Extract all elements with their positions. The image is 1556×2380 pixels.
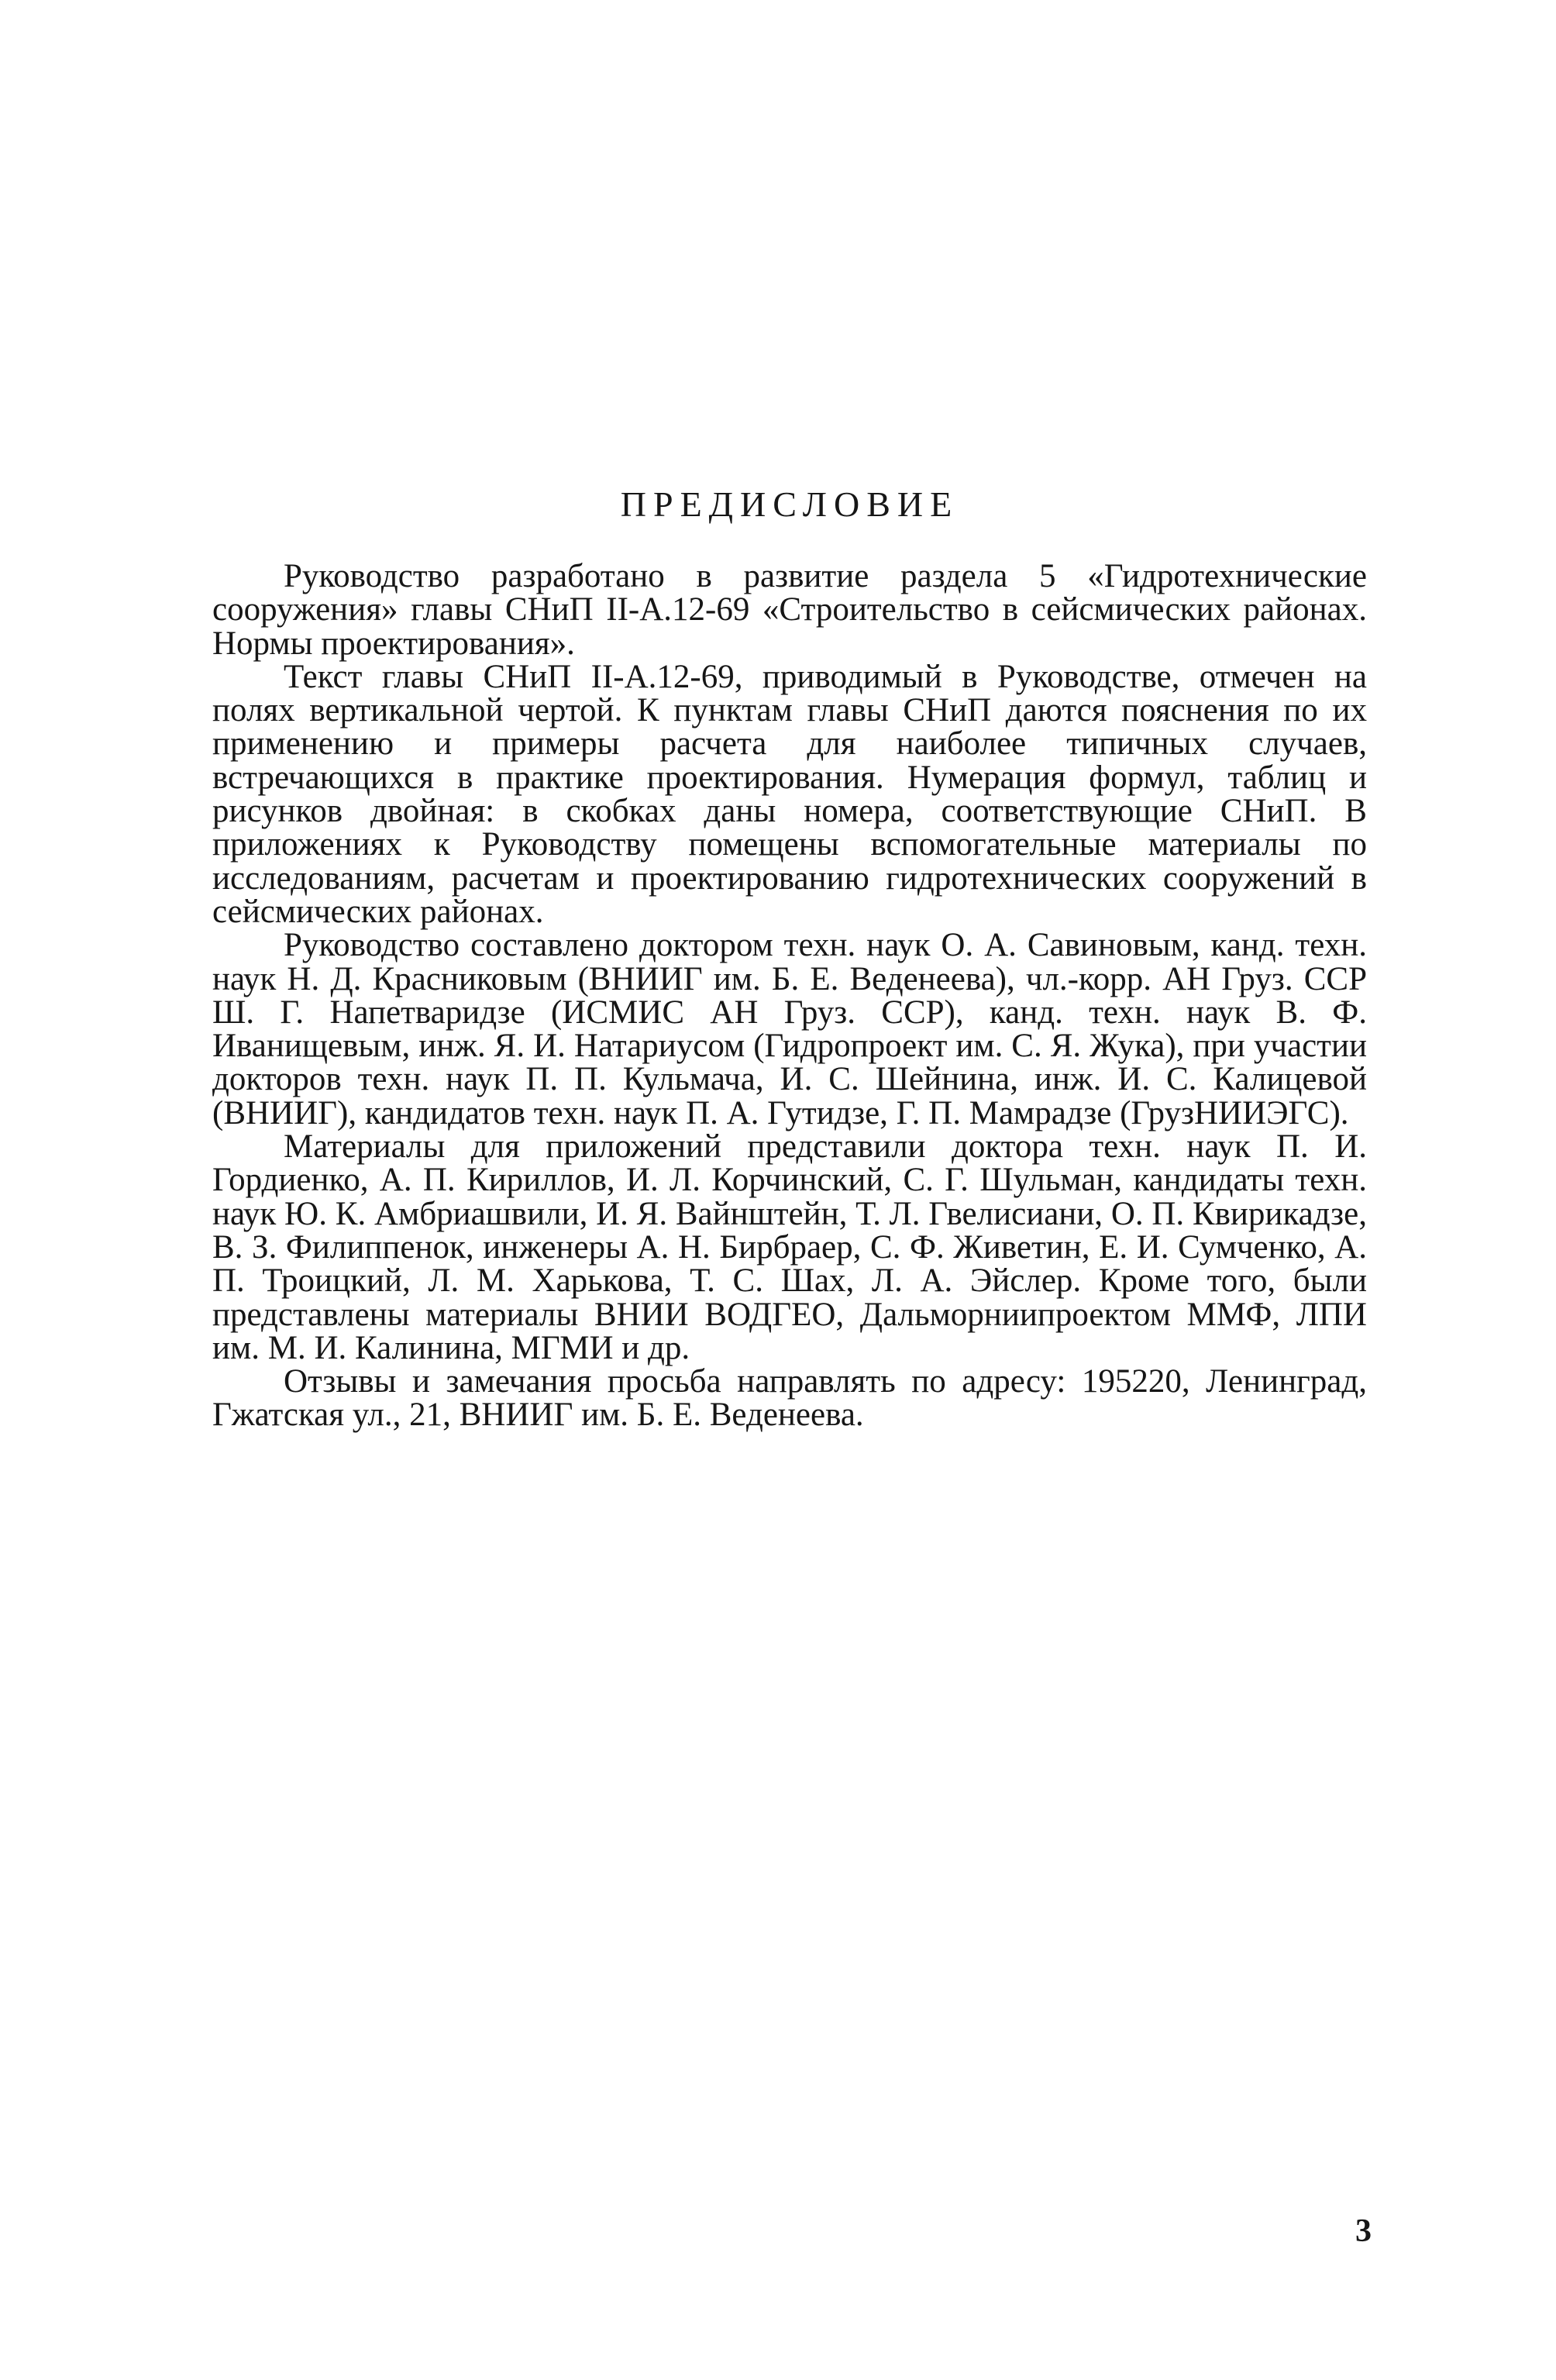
page-number: 3 [1355,2213,1372,2249]
paragraph-purpose: Руководство разработано в развитие раздела 5 «Гидротехнические сооружения» главы СНиП II-А.12-69 «Строительство в сейсмических районах. Нормы проектирования». [212,558,1367,662]
paragraph-authors: Руководство составлено доктором техн. наук О. А. Савиновым, канд. техн. наук Н. Д. Красниковым (ВНИИГ им. Б. Е. Веденеева), чл.-корр. АН Груз. ССР Ш. Г. Напетваридзе (ИСМИС АН Груз. ССР), канд. техн. наук В. Ф. Иванищевым, инж. Я. И. Натариусом (Гидропроект им. С. Я. Жука), при участии докторов техн. наук П. П. Кульмача, И. С. Шейнина, инж. И. С. Калицевой (ВНИИГ), кандидатов техн. наук П. А. Гутидзе, Г. П. Мамрадзе (ГрузНИИЭГС). [212,927,1367,1131]
paragraph-structure: Текст главы СНиП II-А.12-69, приводимый в Руководстве, отмечен на полях вертикальной чертой. К пунктам главы СНиП даются пояснения по их применению и примеры расчета для наиболее типичных случаев, встречающихся в практике проектирования. Нумерация формул, таблиц и рисунков двойная: в скобках даны номера, соответствующие СНиП. В приложениях к Руководству помещены вспомогательные материалы по исследованиям, расчетам и проектированию гидротехнических сооружений в сейсмических районах. [212,658,1367,930]
page-title: ПРЕДИСЛОВИЕ [620,484,959,524]
paragraph-feedback-address: Отзывы и замечания просьба направлять по адресу: 195220, Ленинград, Гжатская ул., 21, ВНИИГ им. Б. Е. Веденеева. [212,1363,1367,1434]
paragraph-contributors: Материалы для приложений представили доктора техн. наук П. И. Гордиенко, А. П. Кириллов, И. Л. Корчинский, С. Г. Шульман, кандидаты техн. наук Ю. К. Амбриашвили, И. Я. Вайнштейн, Т. Л. Гвелисиани, О. П. Квирикадзе, В. З. Филиппенок, инженеры А. Н. Бирбраер, С. Ф. Живетин, Е. И. Сумченко, А. П. Троицкий, Л. М. Харькова, Т. С. Шах, Л. А. Эйслер. Кроме того, были представлены материалы ВНИИ ВОДГЕО, Дальморниипроектом ММФ, ЛПИ им. М. И. Калинина, МГМИ и др. [212,1128,1367,1366]
preface-body [212,560,1367,1432]
